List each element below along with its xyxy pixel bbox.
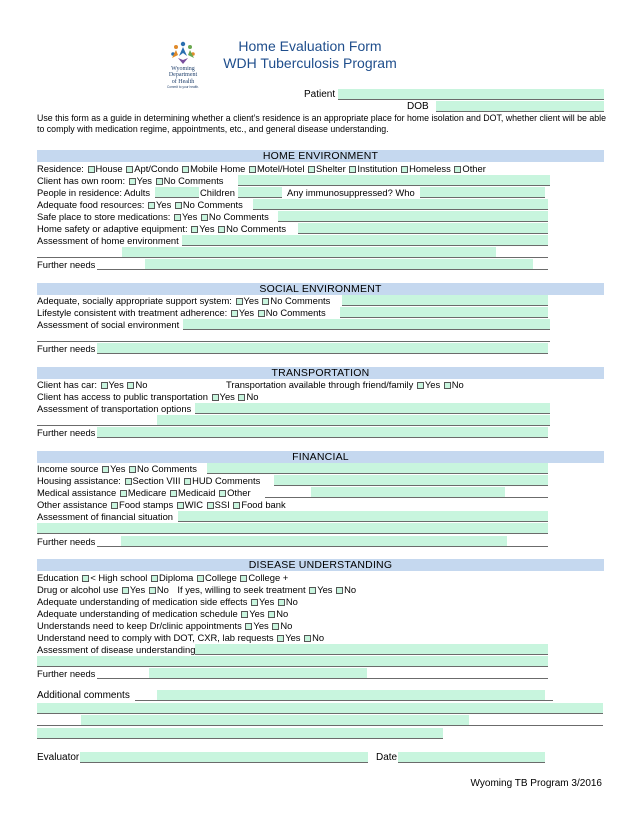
diploma-label: Diploma: [159, 572, 194, 583]
social-assessment-label: Assessment of social environment: [37, 319, 180, 330]
public-label: Client has access to public transportation: [37, 391, 208, 402]
lifestyle-no-checkbox[interactable]: [258, 310, 265, 317]
income-no-checkbox[interactable]: [129, 466, 136, 473]
college-plus-label: College +: [248, 572, 289, 583]
financial-further-label: Further needs: [37, 536, 96, 547]
additional-comments-line-end[interactable]: [545, 690, 553, 701]
support-yes-checkbox[interactable]: [236, 298, 243, 305]
adults-label: People in residence: Adults: [37, 187, 151, 198]
home-further-line[interactable]: [97, 259, 145, 270]
food-stamps-label: Food stamps: [118, 499, 174, 510]
yes-label: Yes: [136, 175, 152, 186]
income-label: Income source: [37, 463, 99, 474]
no-label: No: [344, 584, 357, 595]
yes-label: Yes: [259, 596, 275, 607]
wic-label: WIC: [184, 499, 204, 510]
social-further-field[interactable]: [97, 343, 548, 354]
shelter-checkbox[interactable]: [308, 166, 315, 173]
comply-row: [37, 632, 324, 644]
children-field[interactable]: [238, 187, 282, 198]
transport-section-header: TRANSPORTATION: [37, 367, 604, 379]
own-room-comments-field[interactable]: [238, 175, 550, 186]
support-row: [37, 295, 330, 307]
other-assist-label: Other assistance: [37, 499, 108, 510]
no-comments-label: No Comments: [265, 307, 326, 318]
no-label: No: [246, 391, 259, 402]
yes-label: Yes: [110, 463, 126, 474]
medicare-checkbox[interactable]: [120, 490, 127, 497]
food-label: Adequate food resources:: [37, 199, 145, 210]
financial-section-header: FINANCIAL: [37, 451, 604, 463]
institution-checkbox[interactable]: [349, 166, 356, 173]
comply-label: Understand need to comply with DOT, CXR, lab requests: [37, 632, 274, 643]
financial-assessment-label: Assessment of financial situation: [37, 511, 174, 522]
medicaid-label: Medicaid: [177, 487, 216, 498]
section8-checkbox[interactable]: [125, 478, 132, 485]
financial-assessment-field-2[interactable]: [37, 523, 548, 534]
form-subtitle: WDH Tuberculosis Program: [223, 55, 397, 71]
comply-yes-checkbox[interactable]: [277, 635, 284, 642]
friend-row: [226, 379, 464, 391]
appointments-no-checkbox[interactable]: [272, 623, 279, 630]
housing-label: Housing assistance:: [37, 475, 121, 486]
own-room-row: [37, 175, 224, 187]
date-field[interactable]: [398, 752, 545, 763]
house-checkbox[interactable]: [88, 166, 95, 173]
no-label: No: [280, 620, 293, 631]
hud-label: HUD Comments: [192, 475, 261, 486]
food-row: [37, 199, 243, 211]
schedule-row: [37, 608, 288, 620]
income-yes-checkbox[interactable]: [102, 466, 109, 473]
financial-assessment-field[interactable]: [178, 511, 548, 522]
public-row: [37, 391, 258, 403]
disease-assessment-field-2[interactable]: [37, 656, 548, 667]
car-row: [37, 379, 147, 391]
program-footer: Wyoming TB Program 3/2016: [470, 778, 602, 789]
no-label: No: [156, 584, 169, 595]
support-comments-field[interactable]: [342, 295, 548, 306]
transport-further-label: Further needs: [37, 427, 96, 438]
high-school-checkbox[interactable]: [82, 575, 89, 582]
meds-place-no-checkbox[interactable]: [201, 214, 208, 221]
mobile-home-checkbox[interactable]: [182, 166, 189, 173]
home-section-header: HOME ENVIRONMENT: [37, 150, 604, 162]
mobile-home-label: Mobile Home: [190, 163, 246, 174]
meds-place-row: [37, 211, 269, 223]
disease-further-label: Further needs: [37, 668, 96, 679]
home-further-line-end[interactable]: [533, 259, 548, 270]
no-label: No: [276, 608, 289, 619]
yes-label: Yes: [317, 584, 333, 595]
food-no-checkbox[interactable]: [175, 202, 182, 209]
home-assessment-label: Assessment of home environment: [37, 235, 179, 246]
medical-other-label: Other: [227, 487, 251, 498]
schedule-label: Adequate understanding of medication schedule: [37, 608, 238, 619]
social-further-label: Further needs: [37, 343, 96, 354]
support-no-checkbox[interactable]: [262, 298, 269, 305]
no-comments-label: No Comments: [226, 223, 287, 234]
no-comments-label: No Comments: [270, 295, 331, 306]
patient-field[interactable]: [338, 89, 604, 100]
medicare-label: Medicare: [127, 487, 167, 498]
comply-no-checkbox[interactable]: [304, 635, 311, 642]
education-label: Education: [37, 572, 79, 583]
yes-label: Yes: [108, 379, 124, 390]
friend-label: Transportation available through friend/family: [226, 379, 414, 390]
social-assessment-line-2[interactable]: [37, 331, 550, 342]
drug-row: [37, 584, 356, 596]
financial-further-line[interactable]: [97, 536, 121, 547]
friend-no-checkbox[interactable]: [444, 382, 451, 389]
no-comments-label: No Comments: [137, 463, 197, 474]
safety-comments-field[interactable]: [298, 223, 548, 234]
intro-text: Use this form as a guide in determining whether a client’s residence is an appropriate place for home isolation and DOT, whether client will be able to comply with medication regime, appointments, etc., and general disease understanding.: [37, 113, 607, 134]
car-label: Client has car:: [37, 379, 97, 390]
seek-yes-checkbox[interactable]: [309, 587, 316, 594]
meds-place-label: Safe place to store medications:: [37, 211, 171, 222]
additional-comments-line-3b[interactable]: [469, 715, 603, 726]
medical-row: [37, 487, 251, 499]
medical-label: Medical assistance: [37, 487, 117, 498]
housing-row: [37, 475, 260, 487]
disease-assessment-field[interactable]: [195, 644, 548, 655]
income-comments-field[interactable]: [207, 463, 548, 474]
appointments-yes-checkbox[interactable]: [245, 623, 252, 630]
friend-yes-checkbox[interactable]: [417, 382, 424, 389]
side-effects-no-checkbox[interactable]: [278, 599, 285, 606]
no-label: No: [451, 379, 464, 390]
education-row: [37, 572, 288, 584]
safety-label: Home safety or adaptive equipment:: [37, 223, 188, 234]
house-label: House: [95, 163, 123, 174]
social-section-header: SOCIAL ENVIRONMENT: [37, 283, 604, 295]
transport-further-field[interactable]: [97, 427, 548, 438]
medical-other-line[interactable]: [265, 487, 311, 498]
additional-comments-label: Additional comments: [37, 690, 130, 701]
motel-checkbox[interactable]: [249, 166, 256, 173]
logo-tagline: Commit to your health.: [166, 85, 200, 90]
other-label: Other: [462, 163, 486, 174]
logo-text-2: Department: [168, 72, 198, 79]
yes-label: Yes: [129, 584, 146, 595]
food-comments-field[interactable]: [253, 199, 548, 210]
shelter-label: Shelter: [316, 163, 346, 174]
yes-label: Yes: [199, 223, 215, 234]
meds-place-comments-field[interactable]: [278, 211, 548, 222]
form-title: Home Evaluation Form: [238, 38, 382, 54]
medical-other-field[interactable]: [311, 487, 505, 498]
support-label: Adequate, socially appropriate support system:: [37, 295, 232, 306]
disease-further-line[interactable]: [97, 668, 149, 679]
schedule-no-checkbox[interactable]: [268, 611, 275, 618]
college-checkbox[interactable]: [197, 575, 204, 582]
seek-label: If yes, willing to seek treatment: [177, 584, 306, 595]
home-assessment-line-2b[interactable]: [496, 247, 548, 258]
medicaid-checkbox[interactable]: [170, 490, 177, 497]
additional-comments-field-2[interactable]: [37, 703, 603, 714]
food-bank-checkbox[interactable]: [233, 502, 240, 509]
additional-comments-line[interactable]: [135, 690, 157, 701]
transport-assessment-label: Assessment of transportation options: [37, 403, 192, 414]
housing-comments-field[interactable]: [274, 475, 548, 486]
lifestyle-comments-field[interactable]: [340, 307, 548, 318]
seek-no-checkbox[interactable]: [336, 587, 343, 594]
diploma-checkbox[interactable]: [151, 575, 158, 582]
no-comments-label: No Comments: [182, 199, 243, 210]
own-room-label: Client has own room:: [37, 175, 126, 186]
disease-section-header: DISEASE UNDERSTANDING: [37, 559, 604, 571]
adults-field[interactable]: [155, 187, 199, 198]
appointments-label: Understands need to keep Dr/clinic appointments: [37, 620, 242, 631]
safety-yes-checkbox[interactable]: [191, 226, 198, 233]
meds-place-yes-checkbox[interactable]: [174, 214, 181, 221]
food-bank-label: Food bank: [241, 499, 286, 510]
college-label: College: [205, 572, 237, 583]
apt-checkbox[interactable]: [126, 166, 133, 173]
additional-comments-field[interactable]: [157, 690, 545, 701]
no-label: No: [135, 379, 148, 390]
disease-assessment-label: Assessment of disease understanding: [37, 644, 196, 655]
residence-row: [37, 163, 486, 175]
side-effects-row: [37, 596, 298, 608]
home-assessment-line-2a[interactable]: [37, 247, 122, 258]
homeless-label: Homeless: [409, 163, 451, 174]
drug-yes-checkbox[interactable]: [122, 587, 129, 594]
lifestyle-label: Lifestyle consistent with treatment adherence:: [37, 307, 228, 318]
car-no-checkbox[interactable]: [127, 382, 134, 389]
apt-label: Apt/Condo: [134, 163, 179, 174]
ssi-label: SSI: [214, 499, 230, 510]
logo-text-3: of Health: [171, 78, 195, 85]
no-label: No: [312, 632, 325, 643]
people-row: [37, 187, 150, 199]
yes-label: Yes: [285, 632, 301, 643]
date-label: Date: [376, 752, 398, 763]
income-row: [37, 463, 197, 475]
public-no-checkbox[interactable]: [238, 394, 245, 401]
disease-further-field[interactable]: [149, 668, 367, 679]
high-school-label: < High school: [90, 572, 148, 583]
section8-label: Section VIII: [132, 475, 181, 486]
institution-label: Institution: [357, 163, 398, 174]
transport-assessment-field-2[interactable]: [157, 415, 550, 426]
yes-label: Yes: [243, 295, 259, 306]
drug-no-checkbox[interactable]: [149, 587, 156, 594]
medical-other-checkbox[interactable]: [219, 490, 226, 497]
dob-label: DOB: [407, 101, 429, 112]
evaluator-label: Evaluator: [37, 752, 80, 763]
food-stamps-checkbox[interactable]: [111, 502, 118, 509]
wic-checkbox[interactable]: [177, 502, 184, 509]
food-yes-checkbox[interactable]: [148, 202, 155, 209]
home-further-field[interactable]: [145, 259, 533, 270]
additional-comments-line-3a[interactable]: [37, 715, 81, 726]
own-room-yes-checkbox[interactable]: [129, 178, 136, 185]
side-effects-label: Adequate understanding of medication side effects: [37, 596, 248, 607]
safety-no-checkbox[interactable]: [218, 226, 225, 233]
residence-label: Residence:: [37, 163, 84, 174]
financial-further-line-end[interactable]: [507, 536, 548, 547]
additional-comments-field-4[interactable]: [37, 728, 443, 739]
college-plus-checkbox[interactable]: [240, 575, 247, 582]
immuno-field[interactable]: [420, 187, 545, 198]
logo-figures-icon: [168, 40, 198, 66]
lifestyle-row: [37, 307, 326, 319]
homeless-checkbox[interactable]: [401, 166, 408, 173]
yes-label: Yes: [219, 391, 235, 402]
drug-label: Drug or alcohol use: [37, 584, 119, 595]
social-assessment-field[interactable]: [183, 319, 550, 330]
other-checkbox[interactable]: [454, 166, 461, 173]
side-effects-yes-checkbox[interactable]: [251, 599, 258, 606]
motel-label: Motel/Hotel: [257, 163, 305, 174]
additional-comments-field-3[interactable]: [81, 715, 469, 726]
yes-label: Yes: [253, 620, 269, 631]
transport-assessment-field[interactable]: [195, 403, 550, 414]
patient-label: Patient: [304, 89, 336, 100]
financial-further-field[interactable]: [121, 536, 507, 547]
disease-further-line-end[interactable]: [367, 668, 548, 679]
schedule-yes-checkbox[interactable]: [241, 611, 248, 618]
logo-text-1: Wyoming: [171, 66, 195, 72]
yes-label: Yes: [424, 379, 441, 390]
yes-label: Yes: [182, 211, 198, 222]
medical-other-line-end[interactable]: [505, 487, 548, 498]
own-room-no-checkbox[interactable]: [156, 178, 163, 185]
yes-label: Yes: [155, 199, 172, 210]
evaluator-field[interactable]: [80, 752, 368, 763]
home-assessment-field[interactable]: [182, 235, 548, 246]
lifestyle-yes-checkbox[interactable]: [231, 310, 238, 317]
home-further-label: Further needs: [37, 259, 96, 270]
ssi-checkbox[interactable]: [207, 502, 214, 509]
yes-label: Yes: [249, 608, 265, 619]
hud-checkbox[interactable]: [184, 478, 191, 485]
public-yes-checkbox[interactable]: [212, 394, 219, 401]
appointments-row: [37, 620, 292, 632]
home-assessment-field-2[interactable]: [122, 247, 496, 258]
other-assist-row: [37, 499, 286, 511]
dob-field[interactable]: [436, 101, 604, 112]
immuno-label: Any immunosuppressed? Who: [287, 187, 415, 198]
no-comments-label: No Comments: [208, 211, 269, 222]
no-label: No: [285, 596, 298, 607]
children-label: Children: [200, 187, 235, 198]
transport-assessment-line-2a[interactable]: [37, 415, 157, 426]
car-yes-checkbox[interactable]: [101, 382, 108, 389]
yes-label: Yes: [238, 307, 255, 318]
no-comments-label: No Comments: [163, 175, 224, 186]
safety-row: [37, 223, 286, 235]
